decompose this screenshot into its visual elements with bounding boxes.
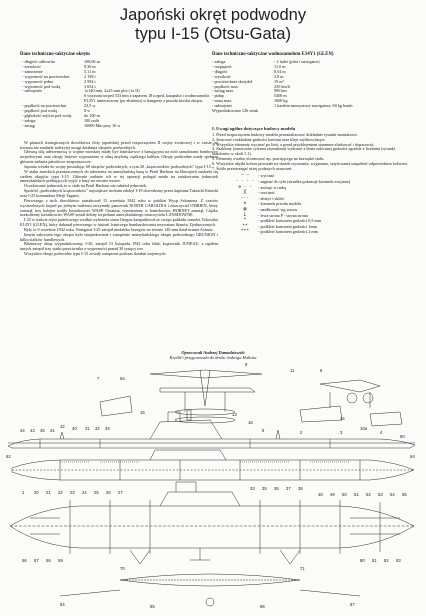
part-label: 70 [120,566,125,571]
legend-symbol: *** [241,229,249,235]
legend-row: ▧ - nasiłkować wg wzoru [232,207,408,213]
part-label: 34 [105,426,110,431]
part-label: 56 [22,558,27,563]
legend-symbol: - · - · [235,178,255,184]
left-column [20,52,218,257]
part-label: 36 [274,486,279,491]
history-paragraph: Spośród „podwodnych krążowników" największe trofeum zdobył I-19 dowodzony przez kapitana Takaichi Kinashi oraz I-25 komandora Meiji Tagami. [20,188,218,198]
legend-row: *** - podkleić kartonem grubości 2 mm [232,229,408,235]
note-item: 5. Elementy owalne zformować np. pracującego na krawędzi stołu. [212,155,325,161]
spec-row: - uzbrojenie 1 karabin maszynowy nawigatora, 60 kg bomb [212,103,353,109]
plane-specs-heading: Dane techniczno-taktyczne wodnosamolotu E14Y1 (GLEN) [212,52,334,57]
part-label: 57 [34,558,39,563]
part-label: 31 [85,426,90,431]
part-label: 48 [318,492,323,497]
part-label: 43 [30,428,35,433]
part-label: 20 [34,490,39,495]
part-label: 45 [40,428,45,433]
history-paragraph: Pierwszego z nich dowództwo zaatakował 15 września 1942 roku w pobliżu Wysp Salomona. Z czasów wystrzelonych torped po jednym trafieniu otrzymały pancernik NORTH CAROLINA i niszczyciel O'BRIEN, który zatonął, trzy kolejne trafiły lotniskowiec WASP. Ostatnia, wymieniony w lotniskowiec HORNET zatonął. Ciężko uszkodzony lotniskowiec WASP został dobity torpedami amerykańskiego niszczyciela LANSDOWNE. [20,197,218,218]
legend-row: - · - · - zaginać do tyłu (strzałka pokazuje kierunek zwijania) [232,179,408,185]
legend-row: ✚ - kierunek przodu modelu [232,201,408,207]
spec-row: - wysokość 3,8 m [212,73,284,79]
title-line-1: Japoński okręt podwodny [119,6,307,24]
part-label: 64 [410,454,415,459]
submarine-hull-profile [12,450,414,480]
assembly-drawing [0,350,426,616]
history-paragraph: W ataku marskich przeznaczonych do uderzenia na amerykańską bazę w Pearl Harbour na Hawajach znalazło się siedem okrętów typu I-15. Głównie zadanie ich w tej operacji polegał miało na zatakowaniu jednostek amerykańskich próbujących wyjść z bazy na otwarte morze. [20,168,218,184]
part-label: 26 [106,490,111,495]
legend-row: -·- - złożyć i skleić [232,196,408,202]
plane-specs-table [212,60,408,114]
part-label: 9 [245,362,248,367]
spec-row: - prędkość pod wodą 8 w [22,108,91,114]
part-label: 51 [354,492,359,497]
spec-row: - masa max. 1600 kg [212,98,288,104]
part-label: 1 [22,490,25,495]
part-label: 15 [140,410,145,415]
part-label: 55 [402,492,407,497]
part-label: 52 [366,492,371,497]
part-label: 33 [250,486,255,491]
spec-row: - rozpiętość 11,0 m [212,63,286,69]
part-label: 71 [300,566,305,571]
part-label: 11 [290,368,295,373]
title-line-2: typu I-15 (Otsu-Gata) [135,25,291,43]
part-label: 40 [72,426,77,431]
part-label: 54 [390,492,395,497]
spec-row: - prędkość max. 250 km/h [212,83,290,89]
legend-symbol: — — [241,173,249,179]
history-paragraph: Główną siłą uderzeniową w wojnie morskiej miały być lotniskowce z bazującymi na nich samolotami bombowo-torpedowymi oraz okręty liniowe wyposażone w silną artylerię ciężkiego kalibru. Okręty podwodne miały spełniać głównie zadania patrolowo-rozpoznawcze. [20,149,218,165]
part-label: 82 [384,558,389,563]
part-label: 23 [70,490,75,495]
notes-heading: I. Uwagi ogólne dotyczące budowy modelu [212,125,296,131]
legend-symbol: L [243,212,247,218]
legend-symbol: ⊗ · · [238,184,252,190]
part-label: 53 [378,492,383,497]
legend-symbol: ** [242,223,248,229]
spec-row: - zanurzenie 5,11 m [22,68,96,74]
part-label: 81 [372,558,377,563]
history-paragraph: Japonia weszła do wojny posiadając 60 okrętów podwodnych, z tym 20 „krążowników podwodnych" typu I-15. [24,163,212,169]
legend-symbol: -·- [241,195,249,201]
part-label: 35 [262,486,267,491]
part-label: 25 [94,490,99,495]
note-item: 2. Stosować rozkładane grubości kartonu oraz kleje szybkoschnące. [212,136,326,142]
part-label: 80 [360,558,365,563]
part-label: 10a [360,426,367,431]
ship-specs-table [20,60,218,129]
spec-row: - powierzchnia skrzydeł 19 m² [212,78,284,84]
ship-specs-heading: Dane techniczno-taktyczne okrętu [20,52,90,57]
spec-row: - szerokość 9,30 m [22,63,96,69]
part-label: 87 [350,602,355,607]
spec-row: - zasięg max. 900 km [212,88,287,94]
legend-symbol: ▧ [243,206,247,212]
spec-row: - głębokość zejścia pod wodę do 100 m [22,112,100,118]
note-item: 3. Wszystkie elementy wycinać po linii, a przed przyklejeniem starannie zlinkować i dopasować. [212,141,375,147]
spec-row: - wyporność na powierzchni 2 198 t [22,73,96,79]
legend-row: ⊗ · · - zwinąć w rurkę [232,185,408,191]
spec-row: 6 wyrzutni torped 533 mm z zapasem 18 torped, katapulta i wodnosamolot [84,93,210,99]
spec-row: - załoga 100 osób [22,117,100,123]
history-paragraph: Wszystkie okręty podwodne typu I-15 zostały zatopione podczas działań wojennych. [24,251,167,257]
history-paragraph: Bliźniaczy okręt wyprodukowany, I-26, zatopił 13 listopada 1942 roku lekki krążownik JUNEAU, a ogółem innych zatopił trzy statki przeciwnika o wyporności ponad 30 tysięcy ton. [20,241,218,252]
part-label: 4 [380,430,383,435]
part-label: 27 [118,490,123,495]
part-label: 85 [150,604,155,609]
submarine-side-view [8,410,415,448]
history-text [20,141,218,257]
page-title [0,6,426,44]
legend-row: * - podkleić kartonem grubości 0,5 mm [232,218,408,224]
part-label: 3 [340,430,343,435]
part-label: 44 [20,428,25,433]
history-paragraph: W planach strategicznych dowództwa floty japońskiej przed rozpoczęciem II wojny światowej i w czasie jej trwania nie znalazły należytej uwagi działania okrętów podwodnych. [20,139,218,150]
submarine-deck-plan [10,482,414,606]
spec-row: - długość 8,54 m [212,68,286,74]
spec-row: - wyporność pełna 2 584 t [22,78,96,84]
right-column [212,52,408,235]
plane-specs-footer: Wyprodukowano 126 sztuk [212,108,259,114]
part-label: 41 [50,428,55,433]
part-label: 60 [400,434,405,439]
history-paragraph: Oczekiwanie jednostek te w stałe na Pearl Harbour nie odniósł jednostek. [24,183,148,189]
note-item: 4. Szablony (oznaczone cyframi rzymskimi) wykonać z drutu zalecanej grubości zgodnie z liczbami (rysunki szablonów w skali 1:1). [212,146,396,157]
part-label: 32 [95,426,100,431]
legend-row: L - lewa strona P - strona strona [232,213,408,219]
legend-symbol: ✚ [243,201,247,207]
spec-row: - pułap 5400 m [212,93,287,99]
legend-row: — — - wycinać [232,173,408,179]
part-label: 13 [232,412,237,417]
part-label: 16 [248,420,253,425]
spec-row: - wyporność pod wodą 3 654 t [22,83,96,89]
spec-row: - długość całkowita 108,66 m [22,59,100,64]
legend-row: ** - podkleić kartonem grubości 1mm [232,224,408,230]
spec-row: E14Y1 umieszczony (po złożeniu) w hangarze z przodu kiosku okrętu. [84,98,203,104]
note-item: 1. Przed rozpoczęciem budowy modelu przeanalizować dokładnie rysunki montażowe. [212,131,358,137]
part-label: 49 [330,492,335,497]
part-label: 59 [58,558,63,563]
notes-list [212,133,408,171]
part-label: 24 [82,490,87,495]
spec-row: - uzbrojenie 1x140 mm, 2x25 mm plot (1x II) [22,88,140,94]
history-paragraph: Były to 9 września 1942 roku. Następnie I-25 zatopił niedaleko brzegów na terenie 140 mm dział miasta Astoria. [24,226,214,232]
spec-row: - załoga - 2 ludzi (pilot i nawigator) [212,59,320,64]
credit-drafting: Kreślił i przygotowała do druku Jadwiga Halicka [169,355,257,361]
part-label: 58 [46,558,51,563]
part-label: 62 [6,454,11,459]
credit-authors: Opracowali Andrzej Damadziewski [181,350,245,355]
part-label: 84 [60,602,65,607]
legend-symbol: * [243,218,247,224]
legend [212,173,408,235]
note-item: 7. Ściśle przestrzegać niżej podanych oznaczeń. [212,165,293,171]
part-label: 14 [340,416,345,421]
part-label: 2 [300,430,303,435]
part-label: 6 [320,368,323,373]
part-label: 83 [396,558,401,563]
part-label: 42 [60,424,65,429]
spec-row: - zasięg 16000 Mm przy 16 w [22,122,121,128]
part-label: 8 [262,428,265,433]
legend-symbol: ╳ [243,190,247,196]
note-item: 6. Wszystkie ubytki koloru powstałe na skutek wycinania, wyginania, sztyfowania uzupełnić odpowiednim kolorem. [212,160,408,166]
part-label: 21 [46,490,51,495]
history-paragraph: Innym sukcesem tego okrętu było storpedowanie i zatopienie amerykańskiego okrętu podwodnego GRUNION i kilku statków handlowych. [20,231,218,242]
part-label: 38 [298,486,303,491]
spec-row: - prędkość na powierzchni 23,5 w [22,103,96,109]
legend-row: ╳ - rozcinać [232,190,408,196]
part-label: 5a [120,376,125,381]
part-label: 86 [260,604,265,609]
part-label: 7 [97,376,100,381]
part-label: 50 [342,492,347,497]
part-label: 22 [58,490,63,495]
history-paragraph: I-25 w trakcie rejsu patrolowego wzdłuż wybrzeża stanu Oregon katapultował ze swego pokładu samolot Yokosuka E14Y1 (GLEN), który dokonał pierwszego w historii lotniczego bombardowania terytorium Stanów Zjednoczonych. [20,217,218,228]
part-label: 37 [286,486,291,491]
